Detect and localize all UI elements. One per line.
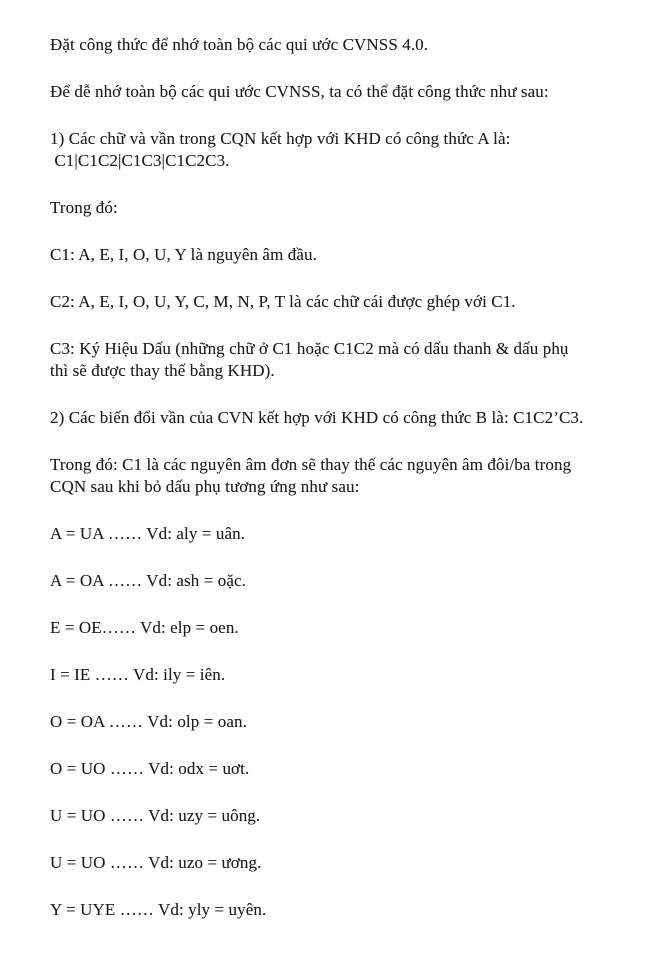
text-line: CQN sau khi bỏ dấu phụ tương ứng như sau: (50, 477, 360, 496)
paragraph (50, 338, 630, 382)
text-line: O = UO …… Vd: odx = uơt. (50, 759, 250, 778)
text-line: Để dễ nhớ toàn bộ các qui ước CVNSS, ta có thể đặt công thức như sau: (50, 82, 549, 101)
paragraph (50, 852, 630, 874)
paragraph (50, 128, 630, 172)
paragraph (50, 899, 630, 921)
text-line: C3: Ký Hiệu Dấu (những chữ ở C1 hoặc C1C2 mà có dấu thanh & dấu phụ (50, 339, 569, 358)
text-line: C1: A, E, I, O, U, Y là nguyên âm đầu. (50, 245, 317, 264)
text-line: U = UO …… Vd: uzo = ương. (50, 853, 262, 872)
text-line: 2) Các biến đổi vần của CVN kết hợp với KHD có công thức B là: C1C2’C3. (50, 408, 584, 427)
text-line: A = UA …… Vd: aly = uân. (50, 524, 246, 543)
paragraph (50, 244, 630, 266)
paragraph (50, 758, 630, 780)
text-line: I = IE …… Vd: ily = iên. (50, 665, 226, 684)
paragraph (50, 570, 630, 592)
paragraph (50, 664, 630, 686)
text-line: Y = UYE …… Vd: yly = uyên. (50, 900, 267, 919)
text-line: C2: A, E, I, O, U, Y, C, M, N, P, T là các chữ cái được ghép với C1. (50, 292, 516, 311)
text-line: E = OE…… Vd: elp = oen. (50, 618, 239, 637)
text-line: 1) Các chữ và vần trong CQN kết hợp với KHD có công thức A là: (50, 129, 511, 148)
text-line: A = OA …… Vd: ash = oặc. (50, 571, 246, 590)
paragraph (50, 711, 630, 733)
paragraph (50, 34, 630, 56)
paragraph (50, 291, 630, 313)
paragraph (50, 407, 630, 429)
text-line: Trong đó: C1 là các nguyên âm đơn sẽ thay thế các nguyên âm đôi/ba trong (50, 455, 572, 474)
paragraph (50, 197, 630, 219)
text-line: O = OA …… Vd: olp = oan. (50, 712, 247, 731)
paragraph (50, 454, 630, 498)
text-line: C1|C1C2|C1C3|C1C2C3. (50, 151, 230, 170)
paragraph (50, 805, 630, 827)
paragraph (50, 523, 630, 545)
text-line: Trong đó: (50, 198, 118, 217)
paragraph (50, 617, 630, 639)
text-line: thì sẽ được thay thế bằng KHD). (50, 361, 275, 380)
text-line: Đặt công thức để nhớ toàn bộ các qui ước CVNSS 4.0. (50, 35, 429, 54)
text-line: U = UO …… Vd: uzy = uông. (50, 806, 261, 825)
paragraph (50, 81, 630, 103)
